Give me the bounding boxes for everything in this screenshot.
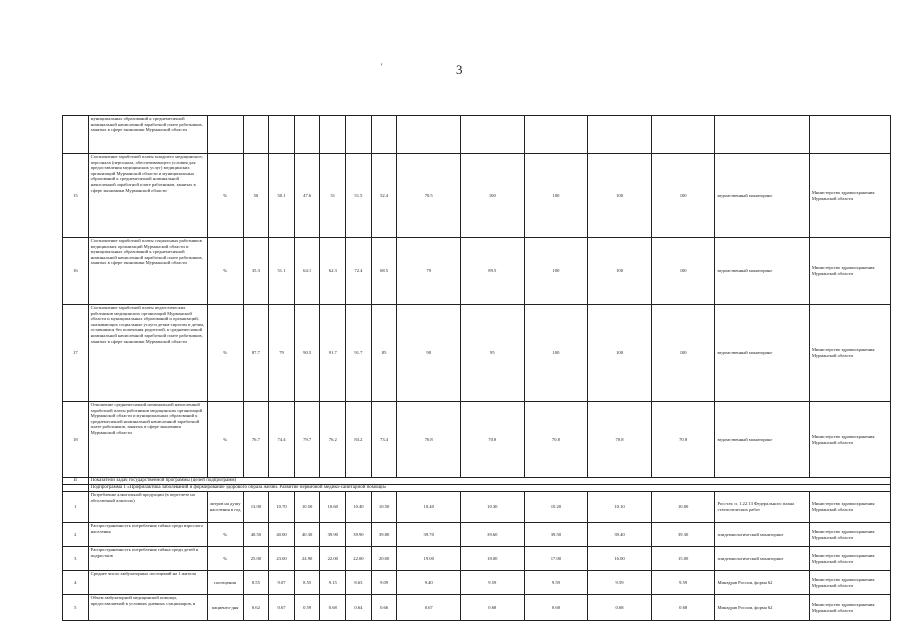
value-cell: 10.00	[651, 492, 715, 523]
value-cell: 0.68	[651, 595, 715, 621]
value-cell: 20.00	[371, 547, 397, 571]
value-cell: 100	[588, 238, 652, 305]
value-cell: 50.1	[269, 154, 295, 238]
value-cell: 52.4	[371, 154, 397, 238]
unit-cell: %	[207, 547, 243, 571]
value-cell: 9.59	[588, 571, 652, 595]
table-row	[63, 402, 891, 478]
value-cell: 22.00	[346, 547, 372, 571]
value-cell: 90.5	[294, 305, 320, 402]
value-cell: 39.50	[524, 523, 588, 547]
value-cell: 0.68	[524, 595, 588, 621]
value-cell: 100	[524, 154, 588, 238]
row-number: 3	[63, 547, 89, 571]
responsible-cell: Министерство здравоохранения Мурманской области	[809, 305, 890, 402]
unit-cell: %	[207, 154, 243, 238]
responsible-cell: Министерство здравоохранения Мурманской области	[809, 523, 890, 547]
value-cell: 83.2	[346, 402, 372, 478]
table-row	[63, 305, 891, 402]
table-row	[63, 595, 891, 621]
indicator-name: Соотношение заработной платы педагогических работников медицинских организаций Мурманской области и муниципальных образований и организаций, оказывающих социальные услуги детям-сиротам и детям, оставшимся без попечения родителей, к среднемесячной номинальной начисленной заработной плате работников, занятых в сфере экономики Мурманской области	[88, 305, 207, 402]
row-number	[63, 116, 89, 154]
value-cell: 17.00	[524, 547, 588, 571]
responsible-cell: Министерство здравоохранения Мурманской области	[809, 571, 890, 595]
value-cell: 100	[461, 154, 525, 238]
value-cell	[461, 116, 525, 154]
value-cell: 23.00	[269, 547, 295, 571]
section-number: II	[63, 478, 89, 485]
value-cell: 8.55	[243, 571, 269, 595]
responsible-cell: Министерство здравоохранения Мурманской области	[809, 547, 890, 571]
value-cell: 70.8	[461, 402, 525, 478]
value-cell: 70.8	[397, 402, 461, 478]
value-cell: 47.6	[294, 154, 320, 238]
value-cell: 10.10	[588, 492, 652, 523]
value-cell: 8.55	[294, 571, 320, 595]
value-cell: 100	[588, 305, 652, 402]
source-cell: ведомственный мониторинг	[715, 305, 809, 402]
value-cell	[588, 116, 652, 154]
value-cell: 70.5	[397, 154, 461, 238]
value-cell: 22.00	[320, 547, 346, 571]
responsible-cell: Министерство здравоохранения Мурманской области	[809, 238, 890, 305]
value-cell: 39.60	[461, 523, 525, 547]
value-cell: 90	[397, 305, 461, 402]
value-cell: 39.90	[320, 523, 346, 547]
section-title: Показатели задач государственной программы (целей подпрограмм)	[88, 478, 890, 485]
indicator-name: Соотношение заработной платы младшего медицинского персонала (персонала, обеспечивающего условия для предоставления медицинских услуг) медицинских организаций Мурманской области и муниципальных образований к среднемесячной номинальной начисленной заработной плате работников, занятых в сфере экономики Мурманской области	[88, 154, 207, 238]
indicator-name: Объем амбулаторной медицинской помощи, предоставляемой в условиях дневных стационаров, в	[88, 595, 207, 621]
value-cell: 70.8	[524, 402, 588, 478]
row-number: 16	[63, 238, 89, 305]
value-cell: 74.4	[269, 402, 295, 478]
value-cell	[524, 116, 588, 154]
source-cell: эпидемиологический мониторинг	[715, 547, 809, 571]
value-cell: 100	[524, 238, 588, 305]
value-cell: 15.00	[651, 547, 715, 571]
page-mark: '	[381, 62, 383, 71]
value-cell: 76.7	[243, 402, 269, 478]
value-cell: 91.7	[346, 305, 372, 402]
row-number: 5	[63, 595, 89, 621]
value-cell: 51.5	[346, 154, 372, 238]
value-cell	[346, 116, 372, 154]
value-cell: 95	[461, 305, 525, 402]
source-cell: Минздрав России, форма 62	[715, 595, 809, 621]
value-cell: 0.59	[294, 595, 320, 621]
unit-cell: %	[207, 238, 243, 305]
value-cell: 10.60	[320, 492, 346, 523]
value-cell: 51	[320, 154, 346, 238]
table-row	[63, 523, 891, 547]
value-cell: 13.00	[243, 492, 269, 523]
unit-cell: %	[207, 402, 243, 478]
value-cell: 73.4	[371, 402, 397, 478]
indicator-name: Отношение среднемесячной номинальной начисленной заработной платы работников медицинских организаций Мурманской области и муниципальных образований к среднемесячной номинальной начисленной заработной плате работников, занятых в сфере экономики Мурманской области	[88, 402, 207, 478]
empty-cell	[63, 485, 89, 492]
source-cell: Росстат, п. 1.22.13 Федерального плана статистических работ	[715, 492, 809, 523]
indicator-name: Среднее число амбулаторных посещений на 1 жителя	[88, 571, 207, 595]
value-cell: 87.7	[243, 305, 269, 402]
value-cell: 39.40	[588, 523, 652, 547]
unit-cell: пациенто-дня	[207, 595, 243, 621]
value-cell: 9.40	[397, 571, 461, 595]
value-cell: 8.63	[346, 571, 372, 595]
value-cell: 16.00	[588, 547, 652, 571]
source-cell: ведомственный мониторинг	[715, 154, 809, 238]
source-cell: ведомственный мониторинг	[715, 402, 809, 478]
value-cell: 62.3	[320, 238, 346, 305]
value-cell: 10.70	[269, 492, 295, 523]
source-cell: эпидемиологический мониторинг	[715, 523, 809, 547]
row-number: 15	[63, 154, 89, 238]
value-cell: 39.70	[397, 523, 461, 547]
indicator-name: Соотношение заработной платы социальных работников медицинских организаций Мурманской области и муниципальных образований к среднемесячной номинальной начисленной заработной плате работников, занятых в сфере экономики Мурманской области	[88, 238, 207, 305]
value-cell: 100	[524, 305, 588, 402]
indicator-name: Потребление алкогольной продукции (в пересчете на абсолютный алкоголь)	[88, 492, 207, 523]
table-row	[63, 154, 891, 238]
value-cell: 9.15	[320, 571, 346, 595]
value-cell: 89.5	[461, 238, 525, 305]
unit-cell: литров на душу населения в год	[207, 492, 243, 523]
value-cell: 9.59	[461, 571, 525, 595]
value-cell	[320, 116, 346, 154]
value-cell	[371, 116, 397, 154]
value-cell: 0.68	[461, 595, 525, 621]
value-cell: 19.00	[397, 547, 461, 571]
value-cell: 100	[651, 154, 715, 238]
value-cell: 10.20	[524, 492, 588, 523]
value-cell	[294, 116, 320, 154]
value-cell: 10.50	[371, 492, 397, 523]
value-cell: 100	[588, 154, 652, 238]
responsible-cell: Министерство здравоохранения Мурманской области	[809, 154, 890, 238]
value-cell: 10.30	[461, 492, 525, 523]
value-cell: 79	[269, 305, 295, 402]
value-cell: 79	[397, 238, 461, 305]
value-cell	[243, 116, 269, 154]
value-cell: 9.59	[524, 571, 588, 595]
value-cell: 64.1	[294, 238, 320, 305]
table-row	[63, 492, 891, 523]
responsible-cell: Министерство здравоохранения Мурманской области	[809, 492, 890, 523]
value-cell: 79.7	[294, 402, 320, 478]
unit-cell: посещения	[207, 571, 243, 595]
page-number: 3	[456, 62, 463, 77]
responsible-cell	[809, 116, 890, 154]
value-cell: 51.1	[269, 238, 295, 305]
row-number: 18	[63, 402, 89, 478]
section-row	[63, 478, 891, 485]
table-row	[63, 571, 891, 595]
value-cell: 40.30	[294, 523, 320, 547]
value-cell	[651, 116, 715, 154]
value-cell: 39.80	[371, 523, 397, 547]
value-cell: 0.66	[371, 595, 397, 621]
value-cell: 18.00	[461, 547, 525, 571]
value-cell: 72.4	[346, 238, 372, 305]
value-cell: 70.8	[588, 402, 652, 478]
value-cell: 39.30	[651, 523, 715, 547]
value-cell: 0.68	[588, 595, 652, 621]
value-cell: 35.3	[243, 238, 269, 305]
value-cell: 39.90	[346, 523, 372, 547]
table-row	[63, 116, 891, 154]
value-cell	[397, 116, 461, 154]
value-cell: 0.67	[269, 595, 295, 621]
value-cell: 10.40	[397, 492, 461, 523]
value-cell: 91.7	[320, 305, 346, 402]
responsible-cell: Министерство здравоохранения Мурманской области	[809, 595, 890, 621]
value-cell: 68.5	[371, 238, 397, 305]
value-cell: 10.50	[294, 492, 320, 523]
value-cell: 85	[371, 305, 397, 402]
value-cell: 70.8	[651, 402, 715, 478]
value-cell: 76.2	[320, 402, 346, 478]
value-cell: 9.07	[269, 571, 295, 595]
indicator-name: Распространенность потребления табака среди взрослого населения	[88, 523, 207, 547]
indicator-name: Распространенность потребления табака среди детей и подростков	[88, 547, 207, 571]
table-row	[63, 238, 891, 305]
value-cell	[269, 116, 295, 154]
source-cell: ведомственный мониторинг	[715, 238, 809, 305]
subprogram-row	[63, 485, 891, 492]
row-number: 17	[63, 305, 89, 402]
row-number: 2	[63, 523, 89, 547]
indicator-name: муниципальных образований к среднемесячной номинальной начисленной заработной плате работников, занятых в сфере экономики Мурманской области	[88, 116, 207, 154]
value-cell: 40.00	[269, 523, 295, 547]
row-number: 1	[63, 492, 89, 523]
unit-cell: %	[207, 305, 243, 402]
responsible-cell: Министерство здравоохранения Мурманской области	[809, 402, 890, 478]
value-cell: 10.40	[346, 492, 372, 523]
source-cell: Минздрав России, форма 62	[715, 571, 809, 595]
unit-cell: %	[207, 523, 243, 547]
source-cell	[715, 116, 809, 154]
table-row	[63, 547, 891, 571]
value-cell: 100	[651, 238, 715, 305]
row-number: 4	[63, 571, 89, 595]
unit-cell	[207, 116, 243, 154]
value-cell: 0.67	[397, 595, 461, 621]
value-cell: 24.90	[294, 547, 320, 571]
value-cell: 25.00	[243, 547, 269, 571]
value-cell: 50	[243, 154, 269, 238]
value-cell: 0.62	[243, 595, 269, 621]
value-cell: 9.59	[651, 571, 715, 595]
value-cell: 0.68	[320, 595, 346, 621]
value-cell: 40.50	[243, 523, 269, 547]
value-cell: 9.09	[371, 571, 397, 595]
value-cell: 0.64	[346, 595, 372, 621]
subprogram-title: Подпрограмма 1 «Профилактика заболеваний и формирование здорового образа жизни. Развитие первичной медико-санитарной помощи»	[88, 485, 890, 492]
indicators-table	[62, 115, 891, 621]
value-cell: 100	[651, 305, 715, 402]
